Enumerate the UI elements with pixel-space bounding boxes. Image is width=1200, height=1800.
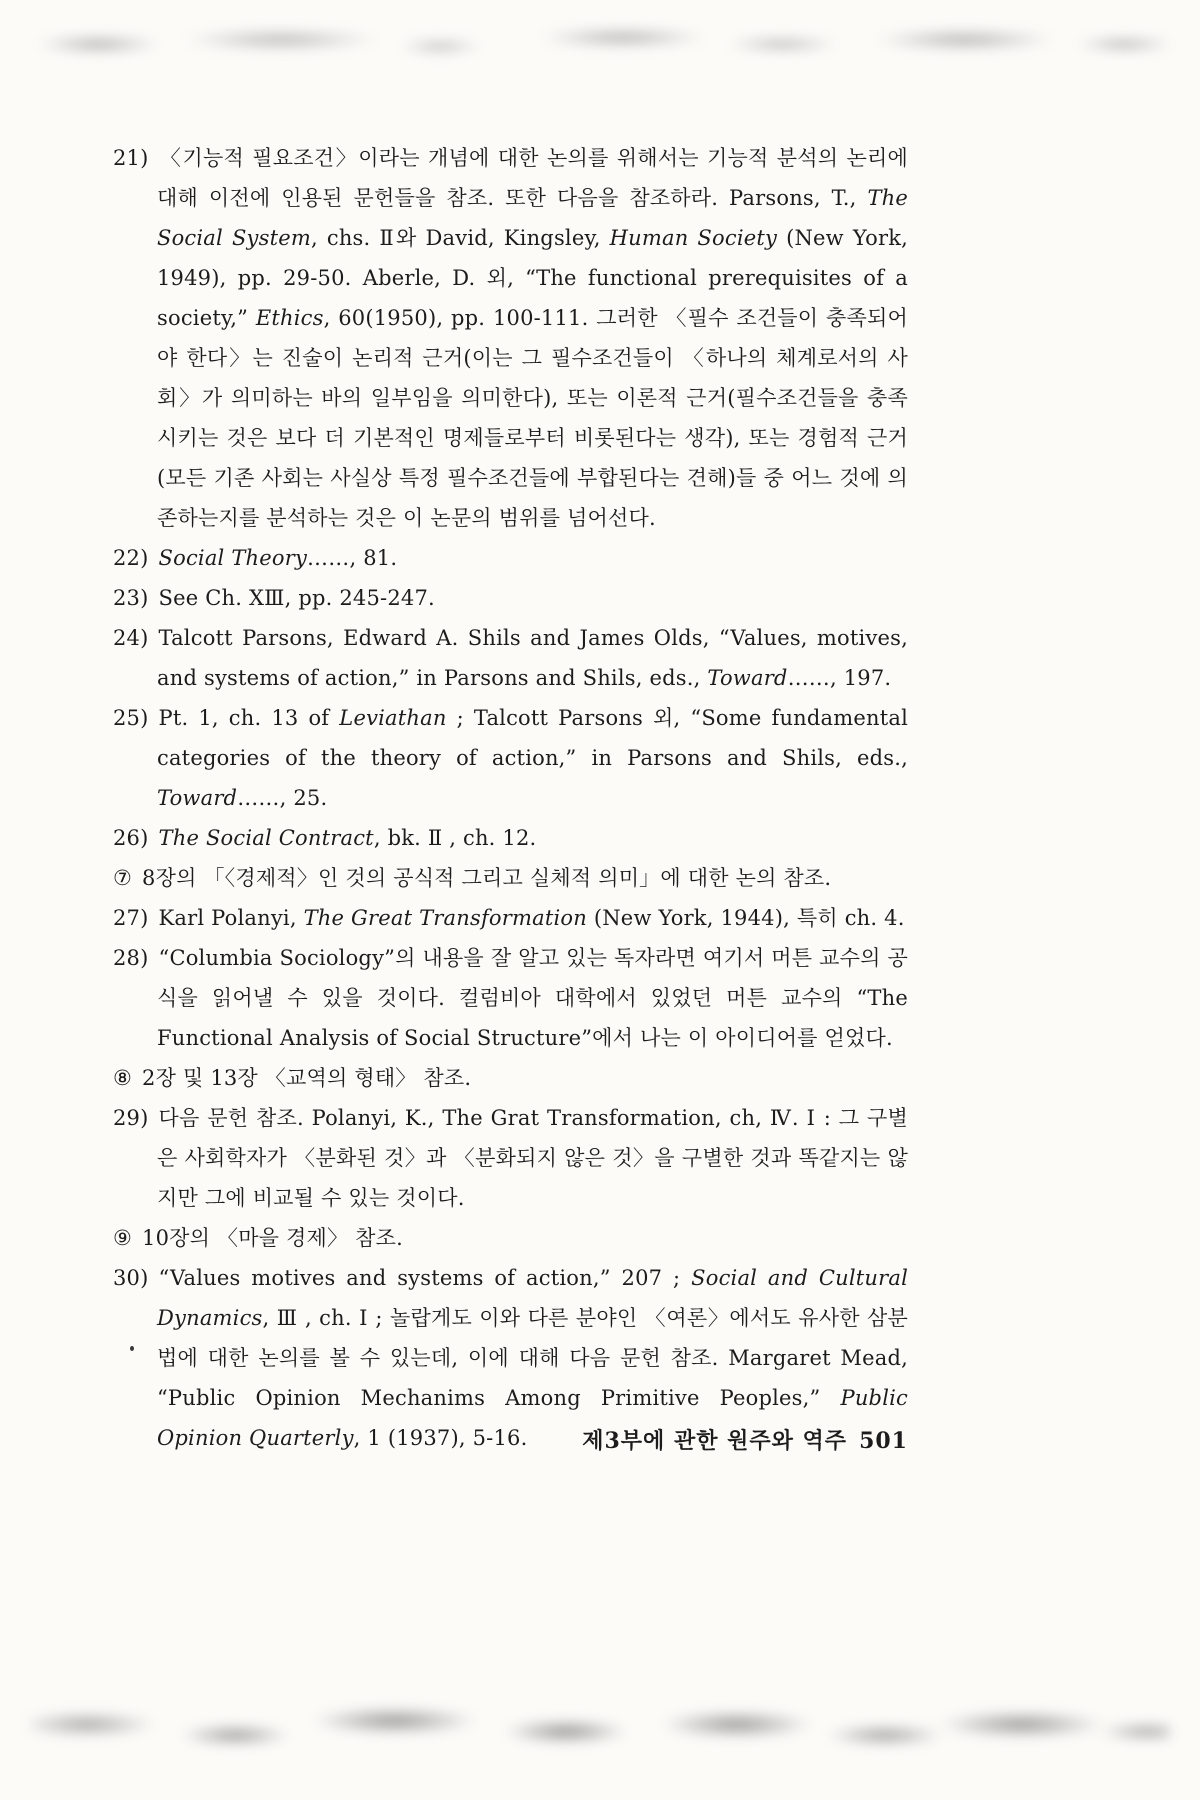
footnote-number: 30) <box>113 1266 149 1290</box>
footnote-text: Talcott Parsons, Edward A. Shils and James Olds, “Values, motives, and systems of action,” in Parsons and Shils, eds., Toward……, 197. <box>157 626 908 690</box>
footnote-text: 10장의 〈마을 경제〉 참조. <box>142 1226 403 1250</box>
footnote-text: 다음 문헌 참조. Polanyi, K., The Grat Transformation, ch, Ⅳ. Ⅰ : 그 구별은 사회학자가 〈분화된 것〉과 〈분화되지 않은 것〉을 구별한 것과 똑같지는 않지만 그에 비교될 수 있는 것이다. <box>157 1106 908 1210</box>
footnote-number: 25) <box>113 706 149 730</box>
footnote-text: 2장 및 13장 〈교역의 형태〉 참조. <box>142 1066 472 1090</box>
footnote-text: 〈기능적 필요조건〉이라는 개념에 대한 논의를 위해서는 기능적 분석의 논리에 대해 이전에 인용된 문헌들을 참조. 또한 다음을 참조하라. Parsons, T., The Social System, chs. Ⅱ와 David, Kingsley, Human Society (New York, 1949), pp. 29-50. Aberle, D. 외, “The functional prerequisites of a society,” Ethics, 60(1950), pp. 100-111. 그러한 〈필수 조건들이 충족되어야 한다〉는 진술이 논리적 근거(이는 그 필수조건들이 〈하나의 체계로서의 사회〉가 의미하는 바의 일부임을 의미한다), 또는 이론적 근거(필수조건들을 충족시키는 것은 보다 더 기본적인 명제들로부터 비롯된다는 생각), 또는 경험적 근거(모든 기존 사회는 사실상 특정 필수조건들에 부합된다는 견해)들 중 어느 것에 의존하는지를 분석하는 것은 이 논문의 범위를 넘어선다. <box>157 146 908 530</box>
footnote-item <box>113 938 908 1058</box>
scan-stray-dot <box>130 1346 134 1351</box>
footnote-text: “Values motives and systems of action,” 207 ; Social and Cultural Dynamics, Ⅲ , ch. Ⅰ ; 놀랍게도 이와 다른 분야인 〈여론〉에서도 유사한 삼분법에 대한 논의를 볼 수 있는데, 이에 대해 다음 문헌 참조. Margaret Mead, “Public Opinion Mechanims Among Primitive Peoples,” Public Opinion Quarterly, 1 (1937), 5-16. <box>157 1266 908 1450</box>
footnote-item <box>113 1058 908 1098</box>
footnote-text: Karl Polanyi, The Great Transformation (New York, 1944), 특히 ch. 4. <box>158 906 905 930</box>
footnote-item <box>113 818 908 858</box>
footnote-text: The Social Contract, bk. Ⅱ , ch. 12. <box>158 826 537 850</box>
footnote-text: Pt. 1, ch. 13 of Leviathan ; Talcott Parsons 외, “Some fundamental categories of the theory of action,” in Parsons and Shils, eds., Toward……, 25. <box>157 706 909 810</box>
footnote-item <box>113 698 908 818</box>
scan-artifact-bottom <box>30 1692 1170 1764</box>
footnote-item <box>113 618 908 698</box>
footnote-item <box>113 1218 908 1258</box>
scan-artifact-top <box>30 20 1170 64</box>
footnote-number: 24) <box>113 626 149 650</box>
footnote-item <box>113 858 908 898</box>
footnote-number: ⑨ <box>113 1226 133 1250</box>
footnote-item <box>113 138 908 538</box>
footnote-number: 22) <box>113 546 149 570</box>
footnote-item <box>113 538 908 578</box>
footnote-number: ⑧ <box>113 1066 133 1090</box>
footnote-text: Social Theory……, 81. <box>158 546 398 570</box>
footnote-number: 23) <box>113 586 149 610</box>
footnote-number: 27) <box>113 906 149 930</box>
footnote-number: 26) <box>113 826 149 850</box>
footnote-item <box>113 1098 908 1218</box>
footnote-text: See Ch. XⅢ, pp. 245-247. <box>158 586 435 610</box>
footnote-item <box>113 898 908 938</box>
footnote-item <box>113 578 908 618</box>
footer-page-number: 501 <box>859 1428 908 1454</box>
footnote-number: 29) <box>113 1106 149 1130</box>
footnote-number: ⑦ <box>113 866 133 890</box>
page-footer <box>113 1424 908 1455</box>
footnote-number: 28) <box>113 946 149 970</box>
footnote-number: 21) <box>113 146 149 170</box>
footnote-text: 8장의 「〈경제적〉인 것의 공식적 그리고 실체적 의미」에 대한 논의 참조. <box>142 866 832 890</box>
footnote-text: “Columbia Sociology”의 내용을 잘 알고 있는 독자라면 여기서 머튼 교수의 공식을 읽어낼 수 있을 것이다. 컬럼비아 대학에서 있었던 머튼 교수의 “The Functional Analysis of Social Structure”에서 나는 이 아이디어를 얻었다. <box>157 946 908 1050</box>
footer-section-title: 제3부에 관한 원주와 역주 <box>582 1428 848 1454</box>
notes-list <box>113 138 908 1458</box>
